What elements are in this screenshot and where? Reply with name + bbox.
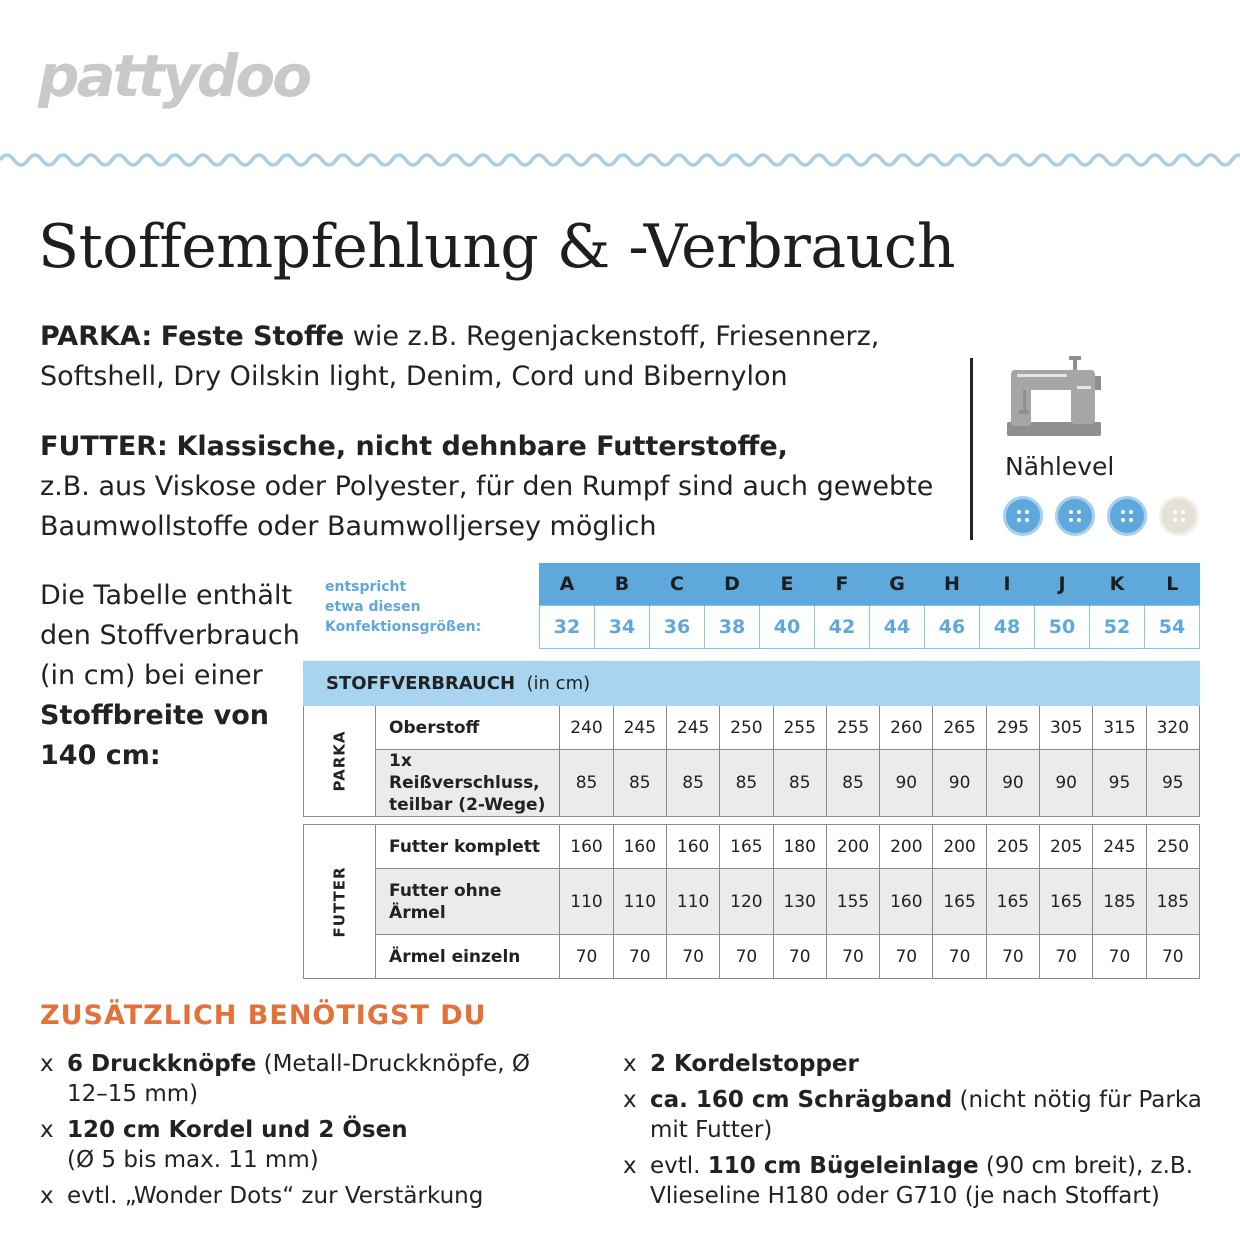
- usage-value: 205: [1040, 825, 1093, 869]
- size-letter: G: [870, 563, 925, 605]
- item-name: 110 cm Bügeleinlage: [707, 1153, 979, 1179]
- item-detail: (Metall-Druckknöpfe, Ø 12–15 mm): [67, 1051, 531, 1107]
- usage-value: 185: [1093, 869, 1146, 935]
- parka-label: PARKA:: [40, 321, 153, 352]
- usage-value: 265: [933, 706, 986, 750]
- item-detail: (90 cm breit), z.B. Vlieseline H180 oder G710 (je nach Stoffart): [650, 1153, 1194, 1209]
- futter-fabric-examples: z.B. aus Viskose oder Polyester, für den Rumpf sind auch gewebte Baumwollstoffe oder Baumwolljersey möglich: [40, 471, 934, 542]
- size-letter: A: [540, 563, 595, 605]
- size-number-row: [540, 605, 1200, 648]
- item-prefix: evtl.: [650, 1153, 708, 1179]
- usage-value: 165: [933, 869, 986, 935]
- size-letter: I: [980, 563, 1035, 605]
- usage-value: 70: [773, 935, 826, 979]
- size-letter: E: [760, 563, 815, 605]
- size-letter: H: [925, 563, 980, 605]
- usage-value: 95: [1093, 750, 1146, 817]
- table-row: [304, 825, 1200, 869]
- usage-value: 90: [933, 750, 986, 817]
- usage-value: 205: [986, 825, 1039, 869]
- materials-list-left: [40, 1049, 560, 1217]
- level-button-icon: [1107, 496, 1147, 536]
- size-letter-row: [540, 563, 1200, 605]
- list-item: [623, 1085, 1223, 1145]
- usage-value: 165: [1040, 869, 1093, 935]
- list-item: [623, 1049, 1223, 1079]
- gap-cell: [304, 817, 1200, 825]
- size-number: 52: [1090, 605, 1145, 648]
- usage-value: 245: [613, 706, 666, 750]
- level-button-icon: [1055, 496, 1095, 536]
- list-item: [40, 1049, 560, 1109]
- usage-value: 70: [986, 935, 1039, 979]
- size-letter: C: [650, 563, 705, 605]
- pattydoo-logo: pattydoo: [38, 42, 310, 110]
- futter-recommendation: [40, 427, 960, 547]
- size-letter: J: [1035, 563, 1090, 605]
- size-letter: K: [1090, 563, 1145, 605]
- usage-value: 165: [720, 825, 773, 869]
- item-detail: (nicht nötig für Parka mit Futter): [650, 1087, 1202, 1143]
- usage-header-unit: (in cm): [526, 673, 591, 694]
- usage-value: 185: [1146, 869, 1199, 935]
- size-number: 48: [980, 605, 1035, 648]
- usage-value: 70: [720, 935, 773, 979]
- usage-header: [304, 662, 1200, 706]
- usage-value: 255: [773, 706, 826, 750]
- size-number: 50: [1035, 605, 1090, 648]
- usage-value: 85: [560, 750, 613, 817]
- level-divider: [970, 358, 973, 540]
- usage-value: 200: [880, 825, 933, 869]
- usage-value: 245: [666, 706, 719, 750]
- usage-value: 165: [986, 869, 1039, 935]
- usage-value: 90: [1040, 750, 1093, 817]
- size-number: 34: [595, 605, 650, 648]
- wave-divider: [0, 140, 1240, 180]
- level-button-icon: [1003, 496, 1043, 536]
- group-label: PARKA: [330, 730, 349, 792]
- usage-value: 200: [933, 825, 986, 869]
- size-number: 32: [540, 605, 595, 648]
- materials-list-right: [623, 1049, 1223, 1217]
- list-marker: x: [623, 1153, 637, 1179]
- table-explanation: [40, 576, 300, 776]
- usage-value: 70: [1040, 935, 1093, 979]
- parka-fabric-type: Feste Stoffe: [160, 321, 345, 352]
- size-number: 44: [870, 605, 925, 648]
- size-number: 38: [705, 605, 760, 648]
- item-name: 120 cm Kordel und 2 Ösen: [67, 1117, 408, 1143]
- size-header-line: Konfektionsgrößen:: [325, 619, 482, 635]
- usage-value: 70: [613, 935, 666, 979]
- usage-value: 250: [720, 706, 773, 750]
- usage-value: 260: [880, 706, 933, 750]
- naehlevel-rating: [1003, 496, 1211, 536]
- group-label-cell: [304, 825, 376, 979]
- usage-value: 70: [880, 935, 933, 979]
- item-detail: (Ø 5 bis max. 11 mm): [67, 1147, 319, 1173]
- size-table: [539, 563, 1200, 649]
- item-name: ca. 160 cm Schrägband: [650, 1087, 953, 1113]
- usage-value: 85: [720, 750, 773, 817]
- usage-value: 110: [666, 869, 719, 935]
- usage-value: 70: [666, 935, 719, 979]
- naehlevel-label: Nählevel: [1005, 452, 1115, 481]
- list-marker: x: [40, 1183, 54, 1209]
- futter-label: FUTTER:: [40, 431, 168, 462]
- usage-value: 255: [826, 706, 879, 750]
- usage-value: 200: [826, 825, 879, 869]
- usage-value: 70: [560, 935, 613, 979]
- size-letter: L: [1145, 563, 1200, 605]
- usage-value: 110: [613, 869, 666, 935]
- usage-value: 295: [986, 706, 1039, 750]
- usage-value: 320: [1146, 706, 1199, 750]
- usage-value: 90: [986, 750, 1039, 817]
- list-item: [40, 1115, 560, 1175]
- table-row: [304, 935, 1200, 979]
- usage-value: 85: [666, 750, 719, 817]
- usage-value: 110: [560, 869, 613, 935]
- usage-value: 245: [1093, 825, 1146, 869]
- usage-value: 85: [613, 750, 666, 817]
- list-marker: x: [623, 1051, 637, 1077]
- usage-value: 85: [773, 750, 826, 817]
- usage-value: 95: [1146, 750, 1199, 817]
- size-number: 40: [760, 605, 815, 648]
- row-label: Ärmel einzeln: [376, 935, 560, 979]
- usage-value: 160: [666, 825, 719, 869]
- size-number: 36: [650, 605, 705, 648]
- usage-value: 70: [1146, 935, 1199, 979]
- fabric-usage-table: [303, 661, 1200, 979]
- size-header-line: entspricht: [325, 579, 407, 595]
- size-header-caption: [325, 577, 481, 637]
- sewing-machine-icon: [1003, 356, 1105, 440]
- size-header-line: etwa diesen: [325, 599, 421, 615]
- parka-fabric-examples: wie z.B. Regenjackenstoff, Friesennerz, Softshell, Dry Oilskin light, Denim, Cord und Bibernylon: [40, 321, 880, 392]
- usage-value: 130: [773, 869, 826, 935]
- group-gap: [304, 817, 1200, 825]
- size-letter: D: [705, 563, 760, 605]
- usage-value: 315: [1093, 706, 1146, 750]
- usage-value: 305: [1040, 706, 1093, 750]
- list-marker: x: [40, 1051, 54, 1077]
- row-label: Futter komplett: [376, 825, 560, 869]
- usage-value: 85: [826, 750, 879, 817]
- item-name: 2 Kordelstopper: [650, 1051, 859, 1077]
- usage-value: 250: [1146, 825, 1199, 869]
- list-item: [623, 1151, 1223, 1211]
- size-number: 54: [1145, 605, 1200, 648]
- usage-value: 90: [880, 750, 933, 817]
- item-detail: evtl. „Wonder Dots“ zur Verstärkung: [67, 1183, 484, 1209]
- usage-value: 160: [880, 869, 933, 935]
- group-label: FUTTER: [330, 865, 349, 938]
- size-number: 46: [925, 605, 980, 648]
- table-row: [304, 706, 1200, 750]
- level-button-icon: [1159, 496, 1199, 536]
- usage-value: 155: [826, 869, 879, 935]
- fabric-width: Stoffbreite von 140 cm:: [40, 700, 269, 771]
- page-title: Stoffempfehlung & -Verbrauch: [38, 212, 956, 282]
- item-name: 6 Druckknöpfe: [67, 1051, 257, 1077]
- row-label: 1x Reißverschluss, teilbar (2-Wege): [376, 750, 560, 817]
- list-item: [40, 1181, 560, 1211]
- usage-value: 70: [1093, 935, 1146, 979]
- size-number: 42: [815, 605, 870, 648]
- usage-value: 160: [613, 825, 666, 869]
- table-explanation-text: Die Tabelle enthält den Stoffverbrauch (in cm) bei einer: [40, 580, 300, 691]
- size-letter: B: [595, 563, 650, 605]
- usage-value: 70: [826, 935, 879, 979]
- usage-value: 120: [720, 869, 773, 935]
- usage-value: 240: [560, 706, 613, 750]
- usage-value: 180: [773, 825, 826, 869]
- table-row: [304, 750, 1200, 817]
- additional-materials-title: ZUSÄTZLICH BENÖTIGST DU: [40, 1000, 487, 1031]
- group-label-cell: [304, 706, 376, 817]
- futter-fabric-type: Klassische, nicht dehnbare Futterstoffe,: [176, 431, 788, 462]
- parka-recommendation: [40, 317, 960, 397]
- size-letter: F: [815, 563, 870, 605]
- row-label: Futter ohne Ärmel: [376, 869, 560, 935]
- row-label: Oberstoff: [376, 706, 560, 750]
- usage-value: 70: [933, 935, 986, 979]
- usage-value: 160: [560, 825, 613, 869]
- list-marker: x: [40, 1117, 54, 1143]
- usage-header-row: [304, 662, 1200, 706]
- list-marker: x: [623, 1087, 637, 1113]
- table-row: [304, 869, 1200, 935]
- usage-header-title: STOFFVERBRAUCH: [326, 673, 516, 694]
